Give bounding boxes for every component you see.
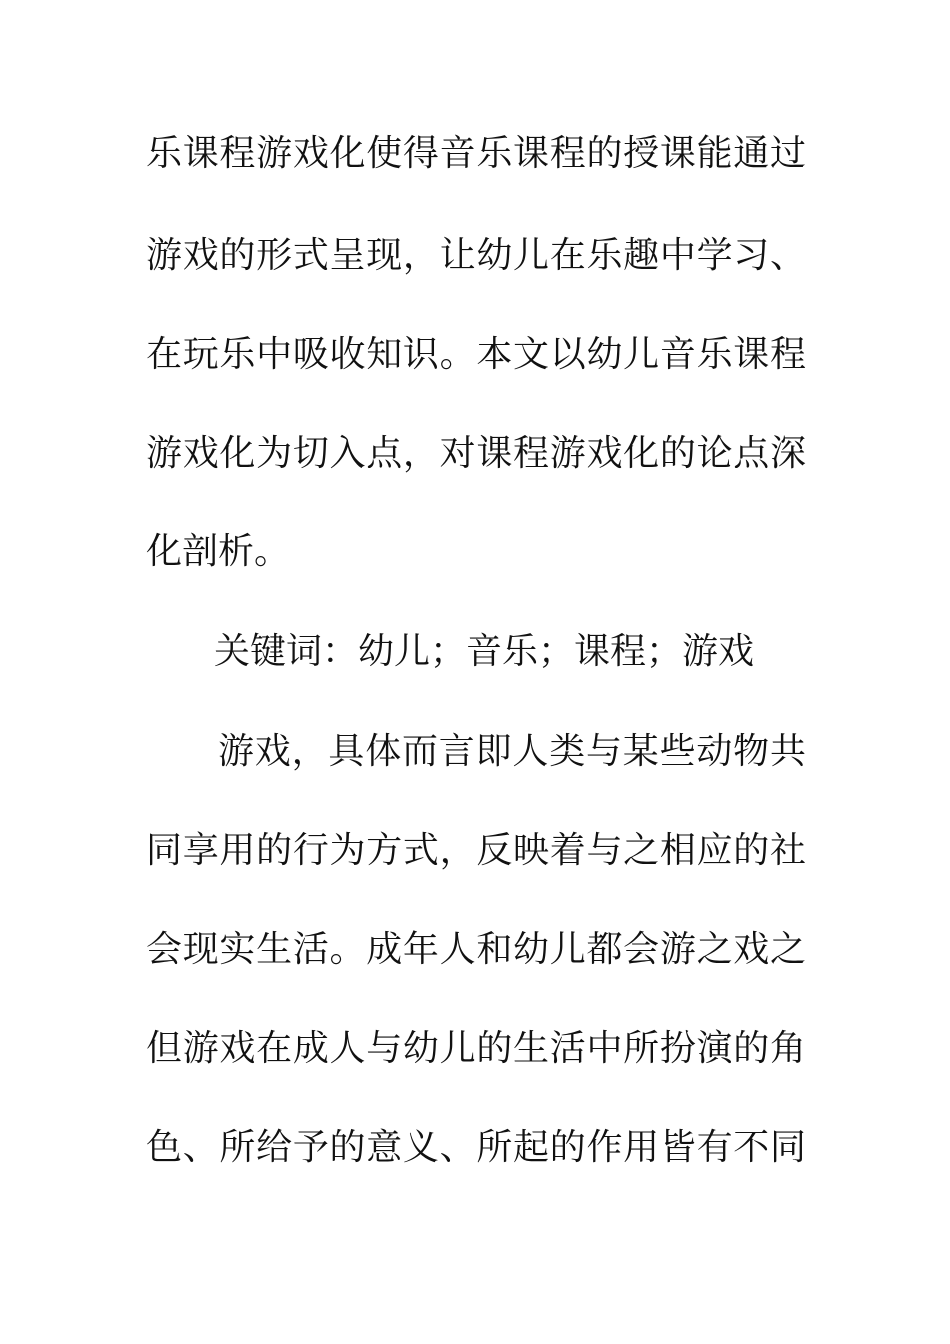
- body-line-1: 游戏，具体而言即人类与某些动物共: [218, 731, 806, 772]
- body-line-5: 色、所给予的意义、所起的作用皆有不同: [146, 1127, 806, 1168]
- body-line-4: 但游戏在成人与幼儿的生活中所扮演的角: [146, 1028, 806, 1069]
- body-line-3: 会现实生活。成年人和幼儿都会游之戏之: [146, 929, 806, 970]
- abstract-line-2: 游戏的形式呈现，让幼儿在乐趣中学习、: [146, 235, 806, 276]
- abstract-line-1: 乐课程游戏化使得音乐课程的授课能通过: [146, 133, 806, 174]
- abstract-line-3: 在玩乐中吸收知识。本文以幼儿音乐课程: [146, 334, 806, 375]
- keywords-line: 关键词：幼儿；音乐；课程；游戏: [214, 631, 755, 672]
- body-line-2: 同享用的行为方式，反映着与之相应的社: [146, 830, 806, 871]
- abstract-line-4: 游戏化为切入点，对课程游戏化的论点深: [146, 433, 806, 474]
- abstract-line-5: 化剖析。: [146, 531, 291, 572]
